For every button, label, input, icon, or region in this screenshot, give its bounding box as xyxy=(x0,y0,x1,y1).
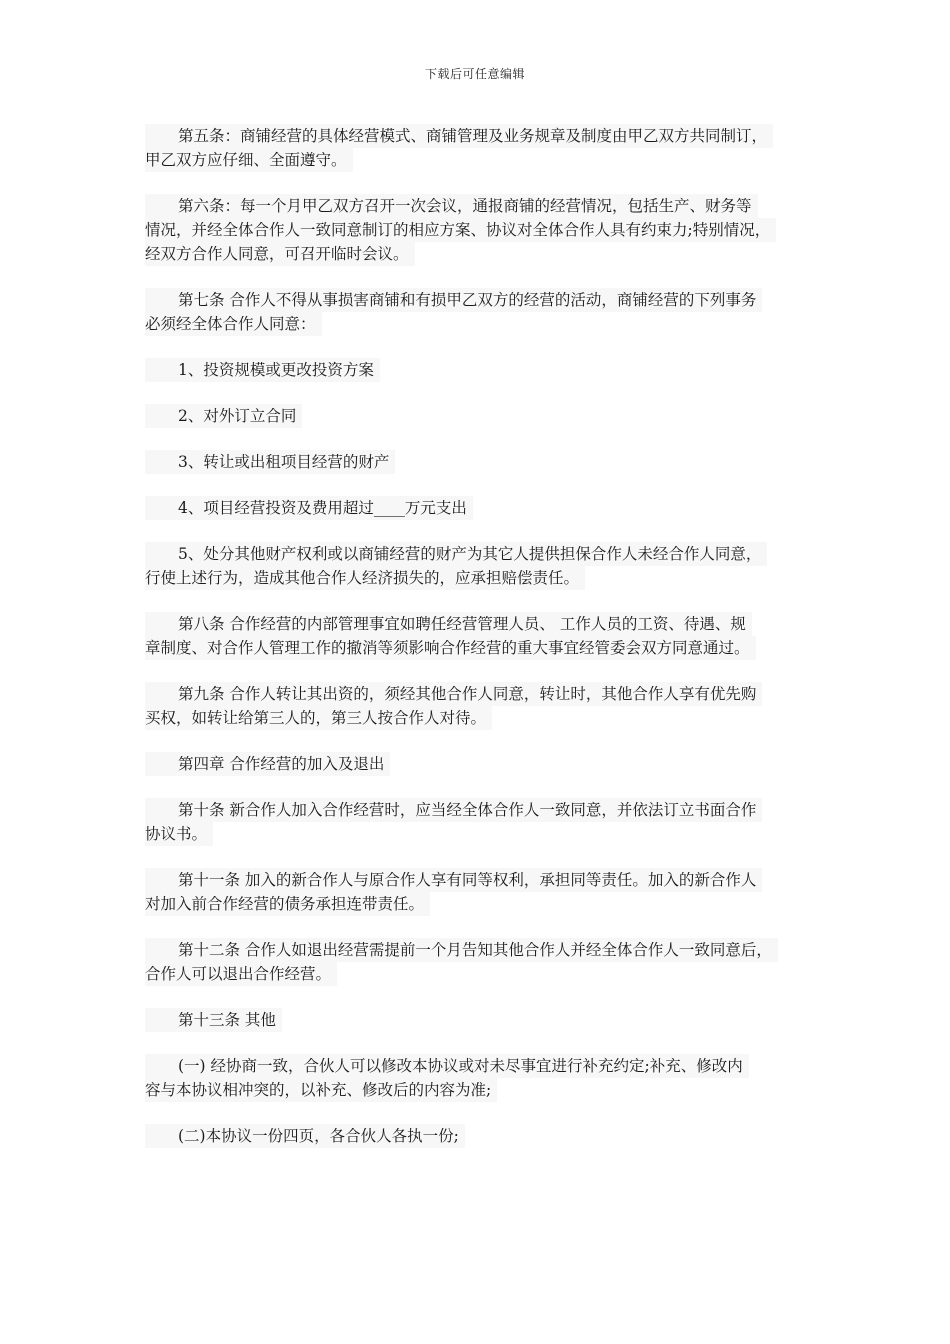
paragraph-line: (一) 经协商一致，合伙人可以修改本协议或对未尽事宜进行补充约定;补充、修改内 xyxy=(145,1054,749,1078)
paragraph-line: 第十条 新合作人加入合作经营时，应当经全体合作人一致同意，并依法订立书面合作 xyxy=(145,798,762,822)
paragraph-line: 第十三条 其他 xyxy=(145,1008,282,1032)
document-paragraph xyxy=(145,868,820,916)
document-paragraph xyxy=(145,682,820,730)
paragraph-line: 买权，如转让给第三人的，第三人按合作人对待。 xyxy=(145,706,492,730)
document-paragraph xyxy=(145,194,820,266)
paragraph-line: 第七条 合作人不得从事损害商铺和有损甲乙双方的经营的活动，商铺经营的下列事务 xyxy=(145,288,762,312)
paragraph-line: 第九条 合作人转让其出资的，须经其他合作人同意，转让时，其他合作人享有优先购 xyxy=(145,682,762,706)
document-paragraph xyxy=(145,612,820,660)
paragraph-line: 甲乙双方应仔细、全面遵守。 xyxy=(145,148,353,172)
paragraph-line: 对加入前合作经营的债务承担连带责任。 xyxy=(145,892,430,916)
document-paragraph xyxy=(145,124,820,172)
document-paragraph xyxy=(145,752,820,776)
paragraph-line: 1、投资规模或更改投资方案 xyxy=(145,358,380,382)
document-paragraph xyxy=(145,1124,820,1148)
paragraph-line: 经双方合作人同意，可召开临时会议。 xyxy=(145,242,415,266)
paragraph-line: 第十一条 加入的新合作人与原合作人享有同等权利，承担同等责任。加入的新合作人 xyxy=(145,868,762,892)
document-paragraph xyxy=(145,496,820,520)
document-paragraph xyxy=(145,404,820,428)
paragraph-line: 第五条：商铺经营的具体经营模式、商铺管理及业务规章及制度由甲乙双方共同制订， xyxy=(145,124,773,148)
document-paragraph xyxy=(145,938,820,986)
page-header: 下载后可任意编辑 xyxy=(424,67,525,81)
document-paragraph xyxy=(145,288,820,336)
paragraph-line: 第六条：每一个月甲乙双方召开一次会议，通报商铺的经营情况，包括生产、财务等 xyxy=(145,194,758,218)
paragraph-line: 5、处分其他财产权利或以商铺经营的财产为其它人提供担保合作人未经合作人同意， xyxy=(145,542,767,566)
paragraph-line: 情况，并经全体合作人一致同意制订的相应方案、协议对全体合作人具有约束力;特别情况， xyxy=(145,218,776,242)
paragraph-line: 第四章 合作经营的加入及退出 xyxy=(145,752,390,776)
paragraph-line: 必须经全体合作人同意： xyxy=(145,312,322,336)
paragraph-line: 章制度、对合作人管理工作的撤消等须影响合作经营的重大事宜经管委会双方同意通过。 xyxy=(145,636,756,660)
document-body xyxy=(145,124,820,1170)
paragraph-line: 第八条 合作经营的内部管理事宜如聘任经营管理人员、 工作人员的工资、待遇、规 xyxy=(145,612,752,636)
paragraph-line: 2、对外订立合同 xyxy=(145,404,302,428)
paragraph-line: 行使上述行为，造成其他合作人经济损失的，应承担赔偿责任。 xyxy=(145,566,585,590)
paragraph-line: 协议书。 xyxy=(145,822,213,846)
paragraph-line: 第十二条 合作人如退出经营需提前一个月告知其他合作人并经全体合作人一致同意后， xyxy=(145,938,778,962)
paragraph-line: 3、转让或出租项目经营的财产 xyxy=(145,450,395,474)
document-paragraph xyxy=(145,1054,820,1102)
paragraph-line: (二)本协议一份四页，各合伙人各执一份; xyxy=(145,1124,465,1148)
paragraph-line: 合作人可以退出合作经营。 xyxy=(145,962,337,986)
document-paragraph xyxy=(145,1008,820,1032)
paragraph-line: 4、项目经营投资及费用超过____万元支出 xyxy=(145,496,473,520)
paragraph-line: 容与本协议相冲突的，以补充、修改后的内容为准; xyxy=(145,1078,497,1102)
document-paragraph xyxy=(145,450,820,474)
document-paragraph xyxy=(145,798,820,846)
document-paragraph xyxy=(145,358,820,382)
document-paragraph xyxy=(145,542,820,590)
